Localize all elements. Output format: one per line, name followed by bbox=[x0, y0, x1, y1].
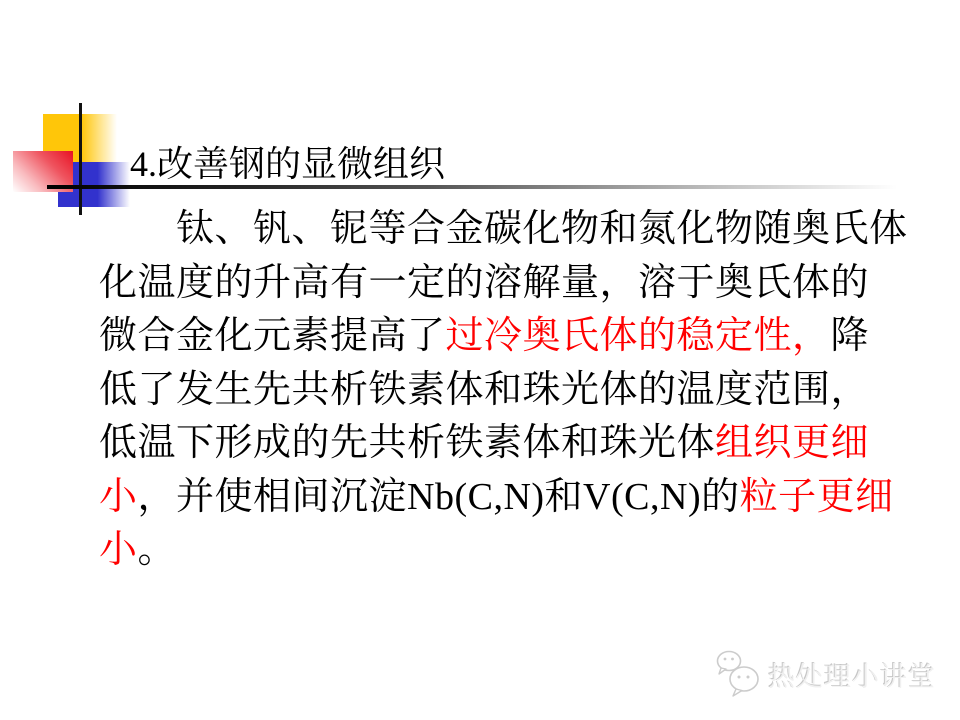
deco-vertical-line bbox=[79, 103, 82, 215]
slide-title: 4.改善钢的显微组织 bbox=[130, 144, 446, 184]
body-line bbox=[99, 417, 914, 471]
highlighted-text-run: 过冷奥氏体的稳定性， bbox=[445, 315, 831, 357]
highlighted-text-run: 粒子更细 bbox=[739, 475, 894, 518]
body-line bbox=[99, 257, 914, 311]
slide-body-text bbox=[99, 203, 914, 578]
text-run: 微合金化元素提高了 bbox=[99, 315, 446, 357]
wechat-chat-bubbles-icon bbox=[714, 649, 762, 699]
highlighted-text-run: 小 bbox=[99, 529, 138, 571]
highlighted-text-run: 小 bbox=[99, 475, 138, 518]
highlighted-text-run: 组织更细 bbox=[715, 422, 870, 464]
text-run: 低温下形成的先共析铁素体和珠光体 bbox=[99, 422, 716, 464]
title-underline bbox=[47, 185, 897, 189]
body-line bbox=[99, 203, 914, 257]
text-run: 钛、钒、铌等合金碳化物和氮化物随奥氏体 bbox=[176, 208, 908, 250]
body-line bbox=[99, 364, 914, 418]
body-line bbox=[99, 310, 914, 364]
body-line bbox=[99, 471, 914, 525]
text-run: 低了发生先共析铁素体和珠光体的温度范围， bbox=[99, 368, 870, 411]
text-run: 。 bbox=[137, 529, 177, 571]
body-line bbox=[99, 524, 914, 578]
watermark-label: 热处理小讲堂 bbox=[768, 661, 936, 692]
text-run: 化温度的升高有一定的溶解量，溶于奥氏体的 bbox=[99, 261, 870, 304]
text-run: ，并使相间沉淀Nb(C,N)和V(C,N)的 bbox=[137, 475, 740, 518]
text-run: 降 bbox=[830, 315, 870, 357]
watermark bbox=[714, 648, 936, 700]
